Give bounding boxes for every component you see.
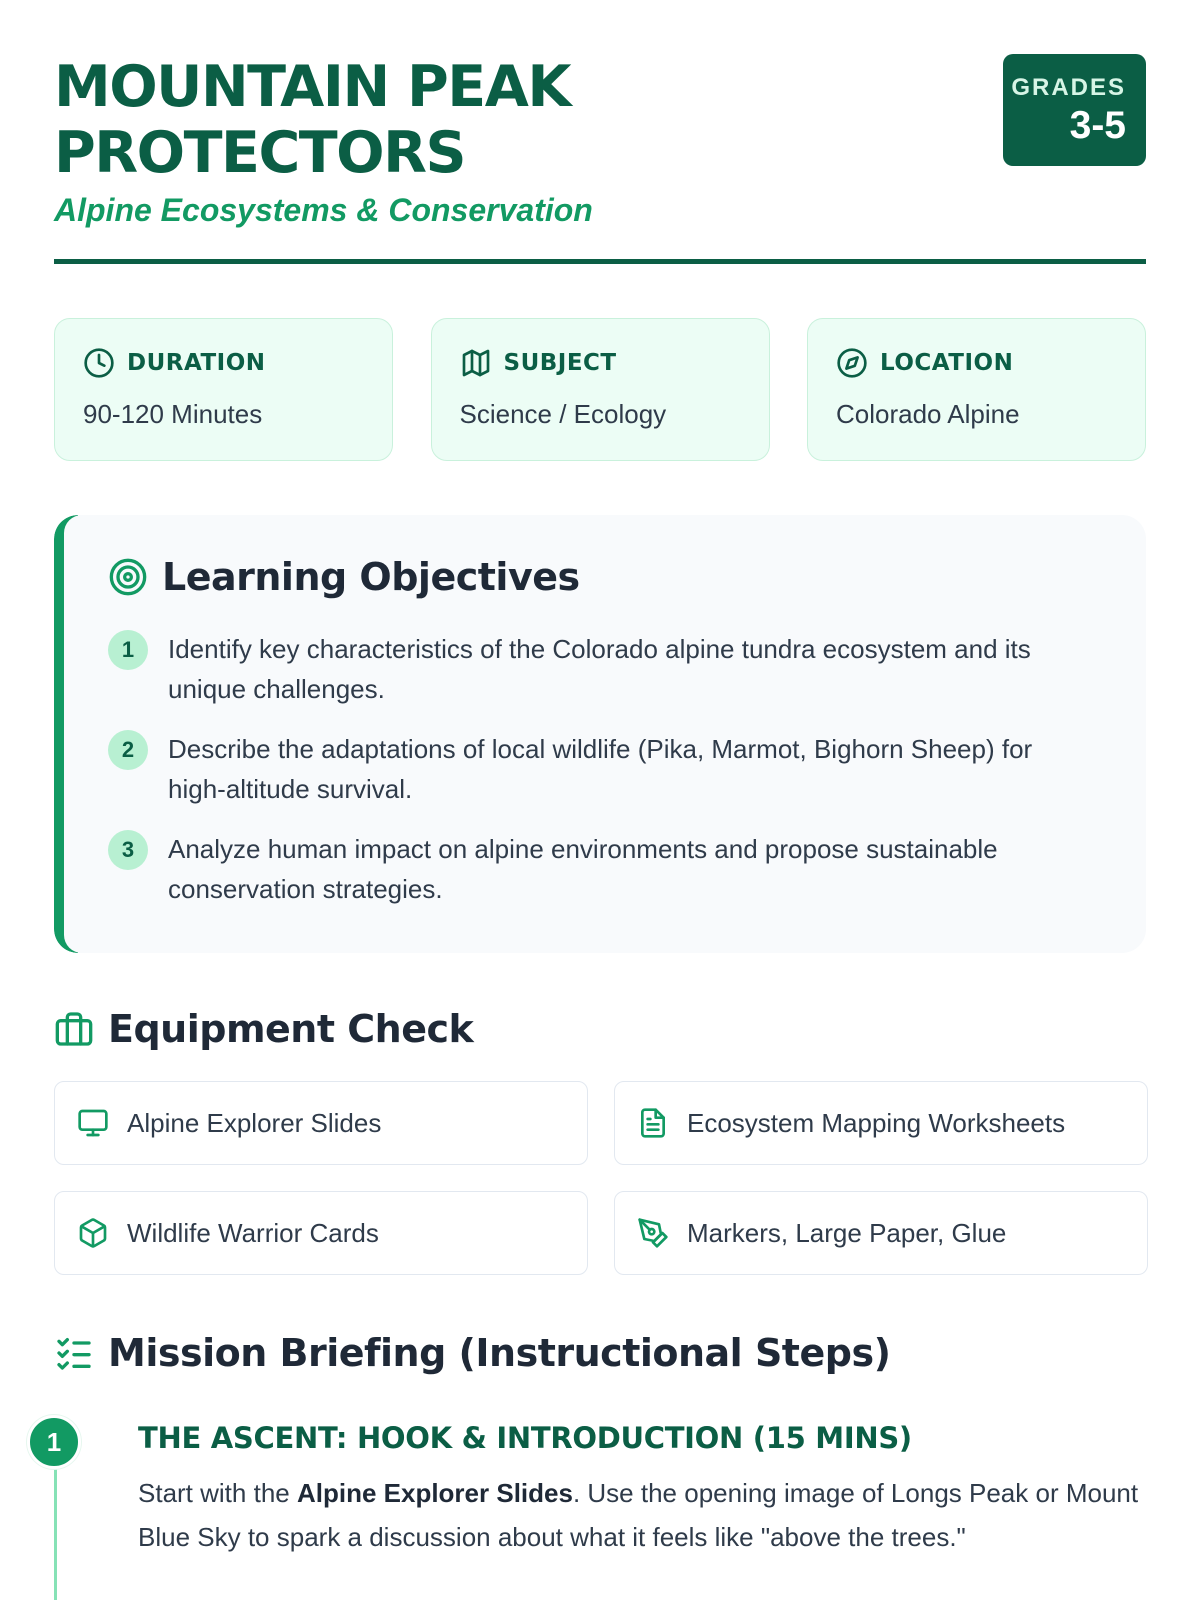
step-text-part: . Use the opening image of Longs Peak or Mount Blue Sky to spark a discussion about what it feels like "above the trees.": [138, 1478, 1139, 1552]
equipment-grid: [54, 1081, 1146, 1275]
page-subtitle: Alpine Ecosystems & Conservation: [54, 192, 593, 228]
step-text-part: Start with the: [138, 1478, 297, 1508]
list-item: [108, 829, 1106, 909]
section-title: Mission Briefing (Instructional Steps): [108, 1331, 891, 1375]
step-text: [138, 1471, 1148, 1559]
box-icon: [77, 1217, 109, 1249]
objective-text: Analyze human impact on alpine environments and propose sustainable conservation strategies.: [168, 834, 998, 904]
objective-number: 2: [108, 730, 148, 770]
page-header: [54, 0, 1146, 264]
step-timeline: [46, 1415, 1146, 1559]
equipment-item: [614, 1081, 1148, 1165]
equipment-text: Ecosystem Mapping Worksheets: [687, 1107, 1066, 1138]
list-item: [108, 629, 1106, 709]
learning-objectives: [54, 515, 1146, 953]
document-icon: [637, 1107, 669, 1139]
info-value: Colorado Alpine: [836, 399, 1020, 429]
grade-value: 3-5: [1069, 104, 1126, 147]
section-title: Learning Objectives: [162, 555, 580, 599]
grade-label: GRADES: [1011, 74, 1126, 101]
info-cards: [54, 318, 1146, 461]
info-card-subject: [431, 318, 770, 461]
objective-text: Describe the adaptations of local wildlife (Pika, Marmot, Bighorn Sheep) for high-altitude survival.: [168, 734, 1033, 804]
equipment-text: Markers, Large Paper, Glue: [687, 1217, 1007, 1248]
target-icon: [108, 557, 148, 597]
step-number: 1: [27, 1415, 81, 1469]
list-item: [108, 729, 1106, 809]
equipment-section: [54, 1007, 1146, 1275]
info-label: DURATION: [127, 350, 266, 376]
mission-section: [46, 1331, 1146, 1559]
objective-number: 1: [108, 630, 148, 670]
pen-tool-icon: [637, 1217, 669, 1249]
monitor-icon: [77, 1107, 109, 1139]
info-label: LOCATION: [880, 350, 1014, 376]
step-item: [46, 1415, 1146, 1559]
step-title: THE ASCENT: HOOK & INTRODUCTION (15 MINS): [138, 1421, 912, 1455]
section-title: Equipment Check: [108, 1007, 474, 1051]
info-value: 90-120 Minutes: [83, 399, 263, 429]
objective-list: [108, 629, 1106, 909]
info-label: SUBJECT: [503, 350, 617, 376]
info-value: Science / Ecology: [459, 399, 667, 429]
info-card-location: [807, 318, 1146, 461]
grade-badge: [1003, 54, 1146, 166]
info-card-duration: [54, 318, 393, 461]
equipment-item: [614, 1191, 1148, 1275]
map-icon: [460, 347, 492, 379]
briefcase-icon: [54, 1009, 94, 1049]
objective-number: 3: [108, 830, 148, 870]
equipment-text: Alpine Explorer Slides: [127, 1107, 382, 1138]
equipment-item: [54, 1081, 588, 1165]
compass-icon: [836, 347, 868, 379]
clock-icon: [83, 347, 115, 379]
objective-text: Identify key characteristics of the Colorado alpine tundra ecosystem and its unique challenges.: [168, 634, 1031, 704]
equipment-item: [54, 1191, 588, 1275]
page-title: MOUNTAIN PEAK PROTECTORS: [54, 54, 570, 186]
equipment-text: Wildlife Warrior Cards: [127, 1217, 379, 1248]
checklist-icon: [54, 1333, 94, 1373]
step-text-bold: Alpine Explorer Slides: [296, 1478, 573, 1508]
